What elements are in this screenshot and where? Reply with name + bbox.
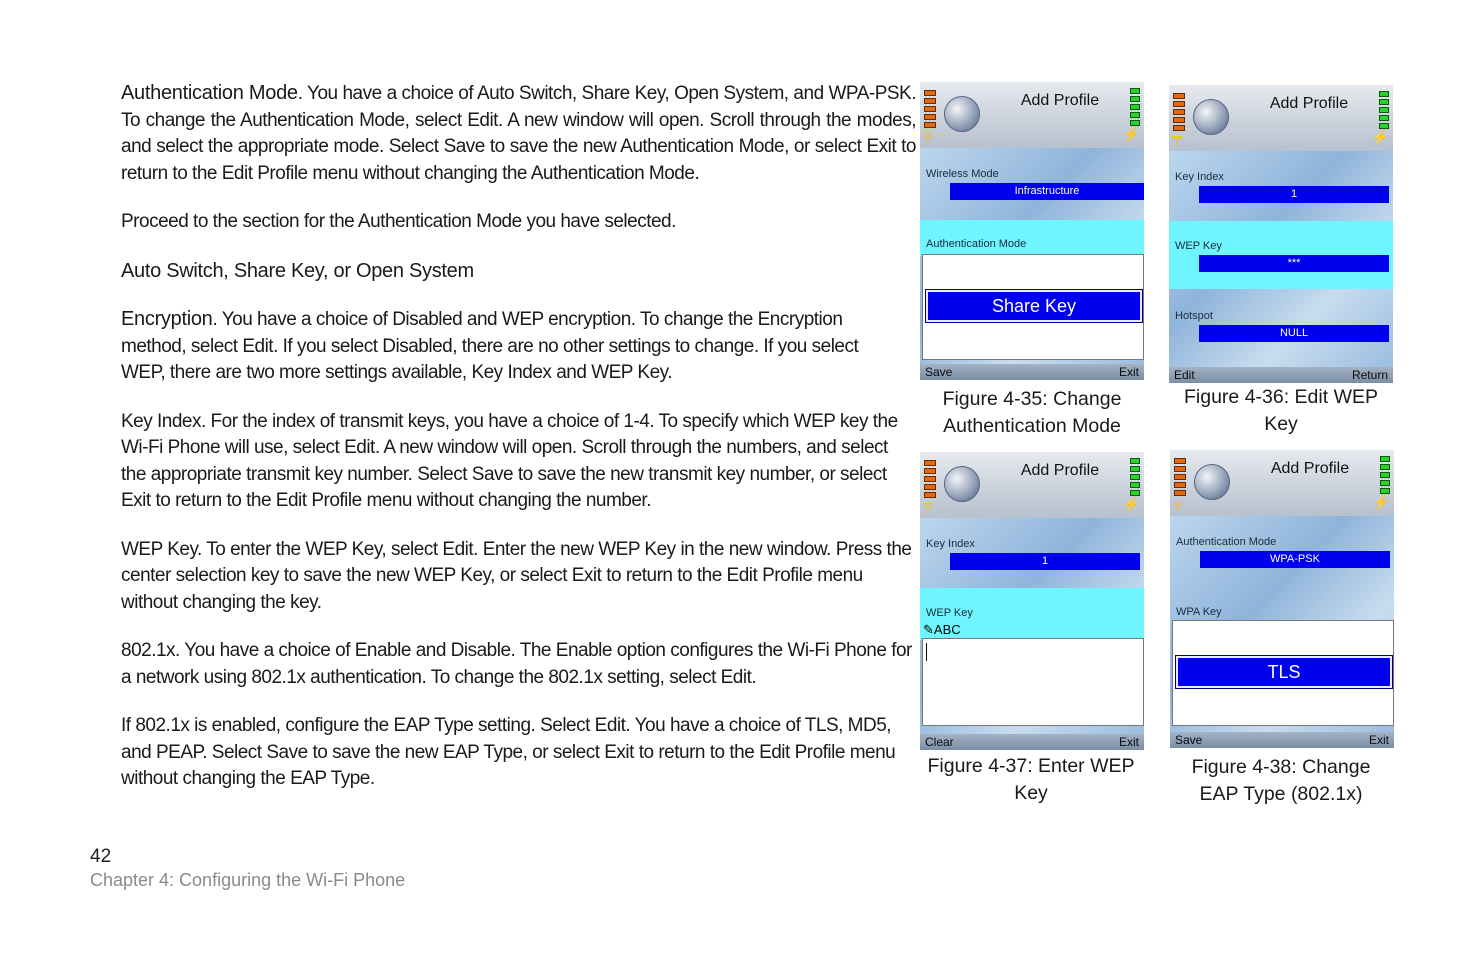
charging-icon: ⚡ [1122, 496, 1140, 512]
charging-icon: ⚡ [1371, 129, 1389, 145]
paragraph-encryption: Encryption. You have a choice of Disabled and WEP encryption. To change the Encryption method, select Edit. If you select Disabled, there are no other settings to change. If you select WEP, there are two more settings available, Key Index and WEP Key. [121, 308, 859, 383]
battery-icon [1379, 91, 1389, 131]
screen-change-authentication-mode [920, 82, 1144, 380]
screen-title: Add Profile [1020, 462, 1100, 479]
screen-title: Add Profile [1020, 92, 1100, 109]
antenna-icon: ╤ [923, 496, 933, 512]
wireless-mode-field[interactable]: Infrastructure [950, 183, 1144, 200]
softkey-bar [1169, 367, 1393, 383]
key-index-field[interactable]: 1 [1199, 186, 1389, 203]
body-text [121, 80, 916, 815]
softkey-right-button[interactable]: Exit [1118, 365, 1139, 379]
figure-caption-4-38: Figure 4-38: Change EAP Type (802.1x) [1191, 756, 1371, 805]
field-label-authentication-mode: Authentication Mode [1176, 536, 1277, 548]
paragraph-proceed: Proceed to the section for the Authentication Mode you have selected. [121, 211, 676, 232]
battery-icon [1130, 458, 1140, 498]
screen-header [920, 452, 1144, 518]
paragraph-wep-key: WEP Key. To enter the WEP Key, select Edit. Enter the new WEP Key in the new window. Press the center selection key to save the new WEP Key, or select Exit to return to the Edit Profile menu without changing the key. [121, 538, 912, 613]
antenna-icon: ╤ [1173, 494, 1183, 510]
softkey-bar [920, 734, 1144, 750]
key-index-field[interactable]: 1 [950, 553, 1140, 570]
text-cursor [926, 643, 927, 661]
signal-strength-icon [924, 460, 936, 500]
screen-header [1169, 85, 1393, 151]
paragraph-eap-type: If 802.1x is enabled, configure the EAP Type setting. Select Edit. You have a choice of TLS, MD5, and PEAP. Select Save to save the new EAP Type, or select Exit to return to the Edit Profile menu without changing the EAP Type. [121, 715, 896, 789]
wep-key-input[interactable] [922, 638, 1144, 726]
screen-edit-wep-key [1169, 85, 1393, 383]
field-label-authentication-mode: Authentication Mode [926, 238, 1027, 250]
option-selected[interactable]: Share Key [926, 290, 1142, 322]
figure-caption-4-36: Figure 4-36: Edit WEP Key [1184, 386, 1378, 435]
input-mode-indicator: ✎ABC [923, 622, 961, 637]
screen-enter-wep-key [920, 452, 1144, 750]
screen-change-eap-type [1170, 450, 1394, 748]
term-authentication-mode: Authentication Mode [121, 82, 298, 104]
pencil-icon: ✎ [923, 622, 934, 637]
page-number: 42 [90, 846, 112, 867]
signal-strength-icon [1174, 458, 1186, 498]
signal-strength-icon [1173, 93, 1185, 133]
screen-title: Add Profile [1269, 95, 1349, 112]
field-label-hotspot: Hotspot [1175, 310, 1213, 322]
softkey-left-button[interactable]: Save [925, 365, 953, 379]
screen-title: Add Profile [1270, 460, 1350, 477]
paragraph-8021x: 802.1x. You have a choice of Enable and Disable. The Enable option configures the Wi-Fi Phone for a network using 802.1x authentication. To change the 802.1x setting, select Edit. [121, 640, 912, 688]
charging-icon: ⚡ [1122, 126, 1140, 142]
softkey-left-button[interactable]: Save [1175, 733, 1203, 747]
chapter-footer: Chapter 4: Configuring the Wi-Fi Phone [90, 870, 406, 890]
globe-icon [944, 96, 980, 132]
softkey-right-button[interactable]: Return [1351, 368, 1388, 382]
term-encryption: Encryption [121, 308, 213, 330]
screen-header [920, 82, 1144, 148]
wep-key-field[interactable]: *** [1199, 255, 1389, 272]
paragraph-authentication-mode: Authentication Mode. You have a choice of Auto Switch, Share Key, Open System, and WPA-PSK. To change the Authentication Mode, select Edit. A new window will open. Scroll through the modes, and select the appropriate mode. Select Save to save the new Authentication Mode, or select Exit to return to the Edit Profile menu without changing the Authentication Mode. [121, 82, 916, 184]
softkey-left-button[interactable]: Edit [1174, 368, 1195, 382]
battery-icon [1380, 456, 1390, 496]
signal-strength-icon [924, 90, 936, 130]
field-label-key-index: Key Index [926, 538, 975, 550]
softkey-bar [920, 364, 1144, 380]
section-heading: Auto Switch, Share Key, or Open System [121, 259, 474, 282]
option-selected[interactable]: TLS [1176, 656, 1392, 688]
screen-header [1170, 450, 1394, 516]
globe-icon [1193, 99, 1229, 135]
figure-caption-4-35: Figure 4-35: Change Authentication Mode [942, 388, 1122, 437]
field-label-wireless-mode: Wireless Mode [926, 168, 999, 180]
field-label-key-index: Key Index [1175, 171, 1224, 183]
globe-icon [944, 466, 980, 502]
softkey-right-button[interactable]: Exit [1118, 735, 1139, 749]
hotspot-field[interactable]: NULL [1199, 325, 1389, 342]
figure-caption-4-37: Figure 4-37: Enter WEP Key [927, 755, 1135, 804]
field-label-wep-key: WEP Key [1175, 240, 1222, 252]
authentication-mode-field[interactable]: WPA-PSK [1200, 551, 1390, 568]
antenna-icon: ╤ [1172, 129, 1182, 145]
battery-icon [1130, 88, 1140, 128]
antenna-icon: ╤ [923, 126, 933, 142]
field-label-wep-key: WEP Key [926, 607, 973, 619]
globe-icon [1194, 464, 1230, 500]
softkey-bar [1170, 732, 1394, 748]
softkey-left-button[interactable]: Clear [925, 735, 954, 749]
field-label-wpa-key: WPA Key [1176, 606, 1222, 618]
paragraph-key-index: Key Index. For the index of transmit keys, you have a choice of 1-4. To specify which WEP key the Wi-Fi Phone will use, select Edit. A new window will open. Scroll through the numbers, and select the appropriate transmit key number. Select Save to save the new transmit key number, or select Exit to return to the Edit Profile menu without changing the number. [121, 410, 898, 511]
softkey-right-button[interactable]: Exit [1368, 733, 1389, 747]
charging-icon: ⚡ [1372, 494, 1390, 510]
